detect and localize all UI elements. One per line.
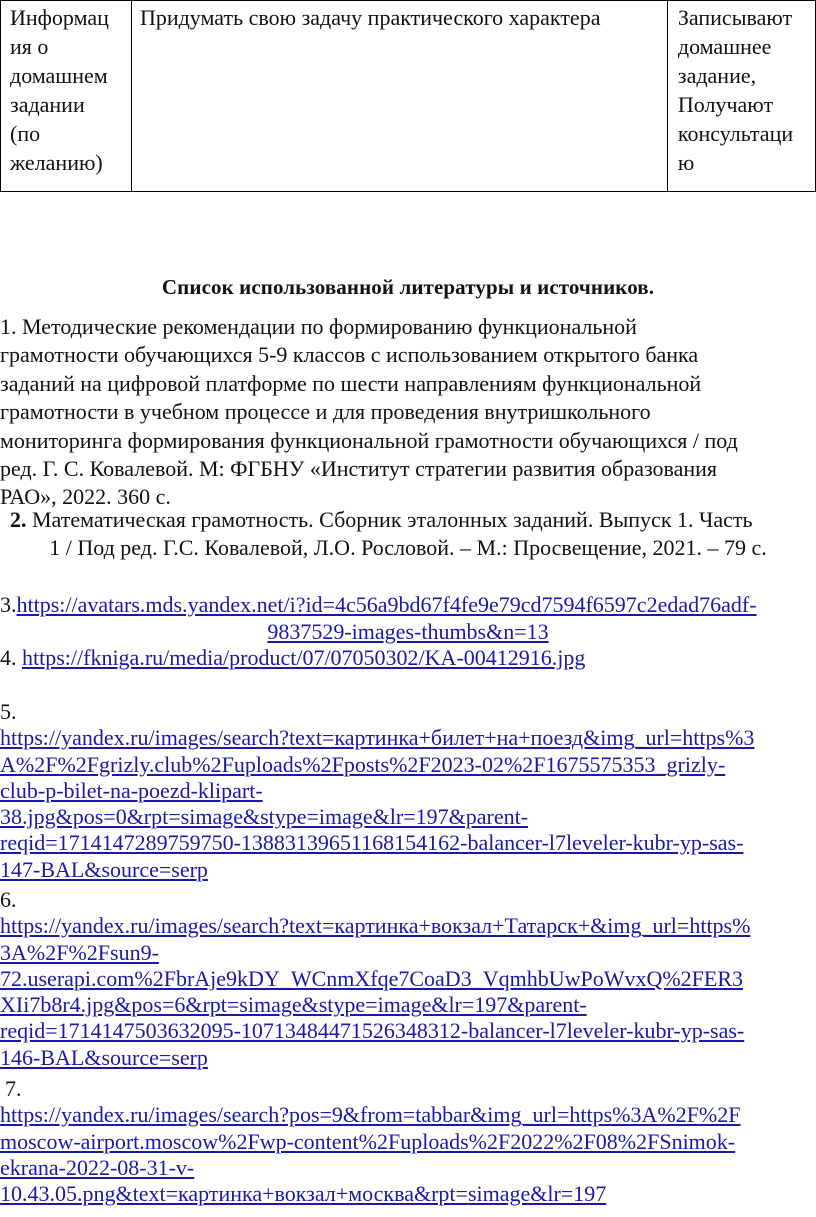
- table-row: [1, 1, 816, 192]
- reference-line: мониторинга формирования функциональной грамотности обучающихся / под: [0, 427, 738, 453]
- reference-number: 3.: [0, 592, 17, 617]
- references-title: Список использованной литературы и источников.: [161, 275, 655, 299]
- reference-number: 2.: [10, 507, 27, 532]
- reference-item-4: [0, 644, 816, 671]
- reference-link-line[interactable]: https://yandex.ru/images/search?text=картинка+вокзал+Татарск+&img_url=https%: [0, 913, 751, 939]
- reference-link-line[interactable]: ekrana-2022-08-31-v-: [0, 1154, 195, 1180]
- reference-item-1: [0, 313, 812, 512]
- reference-link-line[interactable]: 147-BAL&source=serp: [0, 856, 208, 882]
- cell-line: ю: [677, 150, 695, 175]
- cell-line: ия о: [10, 34, 49, 59]
- reference-line: грамотности обучающихся 5-9 классов с использованием открытого банка: [0, 342, 699, 368]
- reference-link-continuation[interactable]: [0, 618, 816, 645]
- reference-item-2: [0, 506, 816, 563]
- cell-line: домашнее: [677, 34, 772, 59]
- reference-line: [0, 506, 816, 534]
- cell-line: задании: [10, 92, 85, 117]
- cell-line: Записывают: [677, 5, 793, 30]
- reference-line: РАО», 2022. 360 с.: [0, 484, 171, 510]
- reference-number: 6.: [0, 887, 17, 912]
- reference-link-line[interactable]: club-p-bilet-na-poezd-klipart-: [0, 777, 263, 803]
- lesson-table: [0, 0, 816, 192]
- table-cell-student-activity: [667, 1, 815, 192]
- cell-line: Получают: [677, 92, 774, 117]
- reference-link-line[interactable]: https://yandex.ru/images/search?pos=9&from=tabbar&img_url=https%3A%2F%2F: [0, 1102, 741, 1128]
- reference-link[interactable]: https://fkniga.ru/media/product/07/07050302/KA-00412916.jpg: [22, 645, 586, 670]
- table-cell-teacher-activity: [131, 1, 667, 192]
- reference-number: 4.: [0, 645, 22, 670]
- reference-link-line[interactable]: A%2F%2Fgrizly.club%2Fuploads%2Fposts%2F2023-02%2F1675575353_grizly-: [0, 751, 726, 777]
- cell-text: Придумать свою задачу практического характера: [139, 5, 601, 30]
- reference-line: заданий на цифровой платформе по шести направлениям функциональной: [0, 370, 702, 396]
- cell-line: задание,: [677, 63, 757, 88]
- reference-link-line[interactable]: reqid=1714147503632095-10713484471526348312-balancer-l7leveler-kubr-yp-sas-: [0, 1018, 745, 1044]
- reference-link-line[interactable]: https://yandex.ru/images/search?text=картинка+билет+на+поезд&img_url=https%3: [0, 725, 755, 751]
- reference-text: Математическая грамотность. Сборник эталонных заданий. Выпуск 1. Часть: [26, 507, 753, 532]
- cell-line: Информац: [10, 5, 109, 30]
- reference-line: 1 / Под ред. Г.С. Ковалевой, Л.О. Рословой. – М.: Просвещение, 2021. – 79 с.: [49, 535, 767, 561]
- reference-link-line[interactable]: moscow-airport.moscow%2Fwp-content%2Fuploads%2F2022%2F08%2FSnimok-: [0, 1128, 736, 1154]
- reference-link-line[interactable]: XIi7b8r4.jpg&pos=6&rpt=simage&stype=image&lr=197&parent-: [0, 992, 587, 1018]
- reference-link-line[interactable]: 38.jpg&pos=0&rpt=simage&stype=image&lr=197&parent-: [0, 804, 529, 830]
- reference-link-line[interactable]: reqid=1714147289759750-13883139651168154162-balancer-l7leveler-kubr-yp-sas-: [0, 830, 744, 856]
- reference-link[interactable]: https://avatars.mds.yandex.net/i?id=4c56a9bd67f4fe9e79cd7594f6597c2edad76adf-: [16, 592, 757, 617]
- table-cell-stage: [1, 1, 132, 192]
- cell-line: консультаци: [677, 121, 794, 146]
- reference-line: ред. Г. С. Ковалевой. М: ФГБНУ «Институт стратегии развития образования: [0, 456, 718, 482]
- reference-link-line[interactable]: 146-BAL&source=serp: [0, 1044, 208, 1070]
- cell-line: (по: [10, 121, 41, 146]
- reference-number: 7.: [5, 1076, 22, 1101]
- reference-link-line[interactable]: 3A%2F%2Fsun9-: [0, 939, 159, 965]
- reference-item-6: [0, 887, 816, 1071]
- cell-line: домашнем: [10, 63, 108, 88]
- reference-item-3: [0, 591, 816, 645]
- reference-link-line[interactable]: 72.userapi.com%2FbrAje9kDY_WCnmXfqe7CoaD3_VqmhbUwPoWvxQ%2FER3: [0, 965, 744, 991]
- reference-item-5: [0, 699, 816, 883]
- reference-link-line[interactable]: 10.43.05.png&text=картинка+вокзал+москва&rpt=simage&lr=197: [0, 1181, 607, 1207]
- reference-line: 1. Методические рекомендации по формированию функциональной: [0, 314, 637, 339]
- reference-line: грамотности в учебном процессе и для проведения внутришкольного: [0, 399, 651, 425]
- reference-item-7: [0, 1076, 816, 1207]
- reference-number: 5.: [0, 699, 17, 724]
- cell-line: желанию): [10, 150, 103, 175]
- reference-link-text[interactable]: 9837529-images-thumbs&n=13: [267, 619, 549, 644]
